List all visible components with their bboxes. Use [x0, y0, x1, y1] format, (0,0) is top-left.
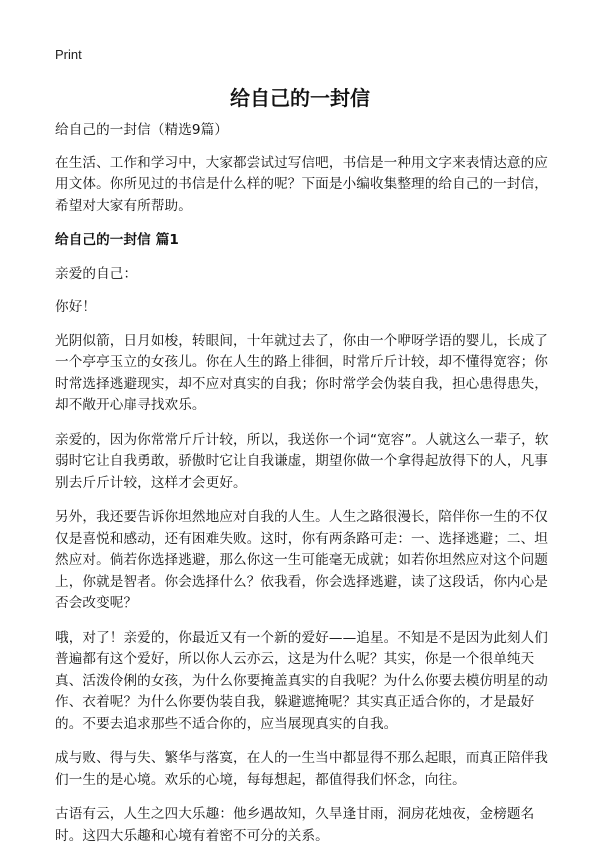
body-paragraph: 光阴似箭，日月如梭，转眼间，十年就过去了，你由一个咿呀学语的婴儿，长成了一个亭亭玉立的女孩儿。你在人生的路上徘徊，时常斤斤计较，却不懂得宽容；你时常选择逃避现实，却不应对真实的自我；你时常学会伪装自我，担心患得患失，却不敞开心扉寻找欢乐。 [55, 332, 548, 413]
hello-paragraph: 你好！ [55, 299, 97, 315]
body-paragraph: 亲爱的，因为你常常斤斤计较，所以，我送你一个词“宽容”。人就这么一辈子，软弱时它让自我勇敢，骄傲时它让自我谦虚，期望你做一个拿得起放得下的人，凡事别去斤斤计较，这样才会更好。 [55, 431, 549, 491]
body-paragraph: 哦，对了！亲爱的，你最近又有一个新的爱好——追星。不知是不是因为此刻人们普遍都有这个爱好，所以你人云亦云，这是为什么呢？其实，你是一个很单纯天真、活泼伶俐的女孩，为什么你要掩盖真实的自我呢？为什么你要去模仿明星的动作、衣着呢？为什么你要伪装自我，躲避遮掩呢？其实真正适合你的，才是最好的。不要去追求那些不适合你的，应当展现真实的自我。 [55, 629, 548, 732]
greeting-paragraph: 亲爱的自己： [55, 265, 138, 282]
body-paragraph: 古语有云，人生之四大乐趣：他乡遇故知，久旱逢甘雨，洞房花烛夜，金榜题名时。这四大乐趣和心境有着密不可分的关系。 [55, 806, 535, 844]
intro-paragraph: 在生活、工作和学习中，大家都尝试过写信吧，书信是一种用文字来表情达意的应用文体。你所见过的书信是什么样的呢？下面是小编收集整理的给自己的一封信，希望对大家有所帮助。 [55, 154, 548, 214]
body-paragraph: 另外，我还要告诉你坦然地应对自我的人生。人生之路很漫长，陪伴你一生的不仅仅是喜悦和感动，还有困难失败。这时，你有两条路可走：一、选择逃避；二、坦然应对。倘若你选择逃避，那么你这一生可能毫无成就；如若你坦然应对这个问题上，你就是智者。你会选择什么？依我看，你会选择逃避，读了这段话，你内心是否会改变呢？ [55, 509, 548, 611]
document-body [55, 120, 551, 847]
document-subtitle: 给自己的一封信（精选9篇） [55, 122, 229, 138]
body-paragraph: 成与败、得与失、繁华与落寞，在人的一生当中都显得不那么起眼，而真正陪伴我们一生的是心境。欢乐的心境，每每想起，都值得我们怀念，向往。 [55, 750, 548, 788]
document-title: 给自己的一封信 [230, 86, 370, 110]
section-heading: 给自己的一封信 篇1 [55, 232, 179, 248]
print-link[interactable]: Print [55, 47, 82, 62]
